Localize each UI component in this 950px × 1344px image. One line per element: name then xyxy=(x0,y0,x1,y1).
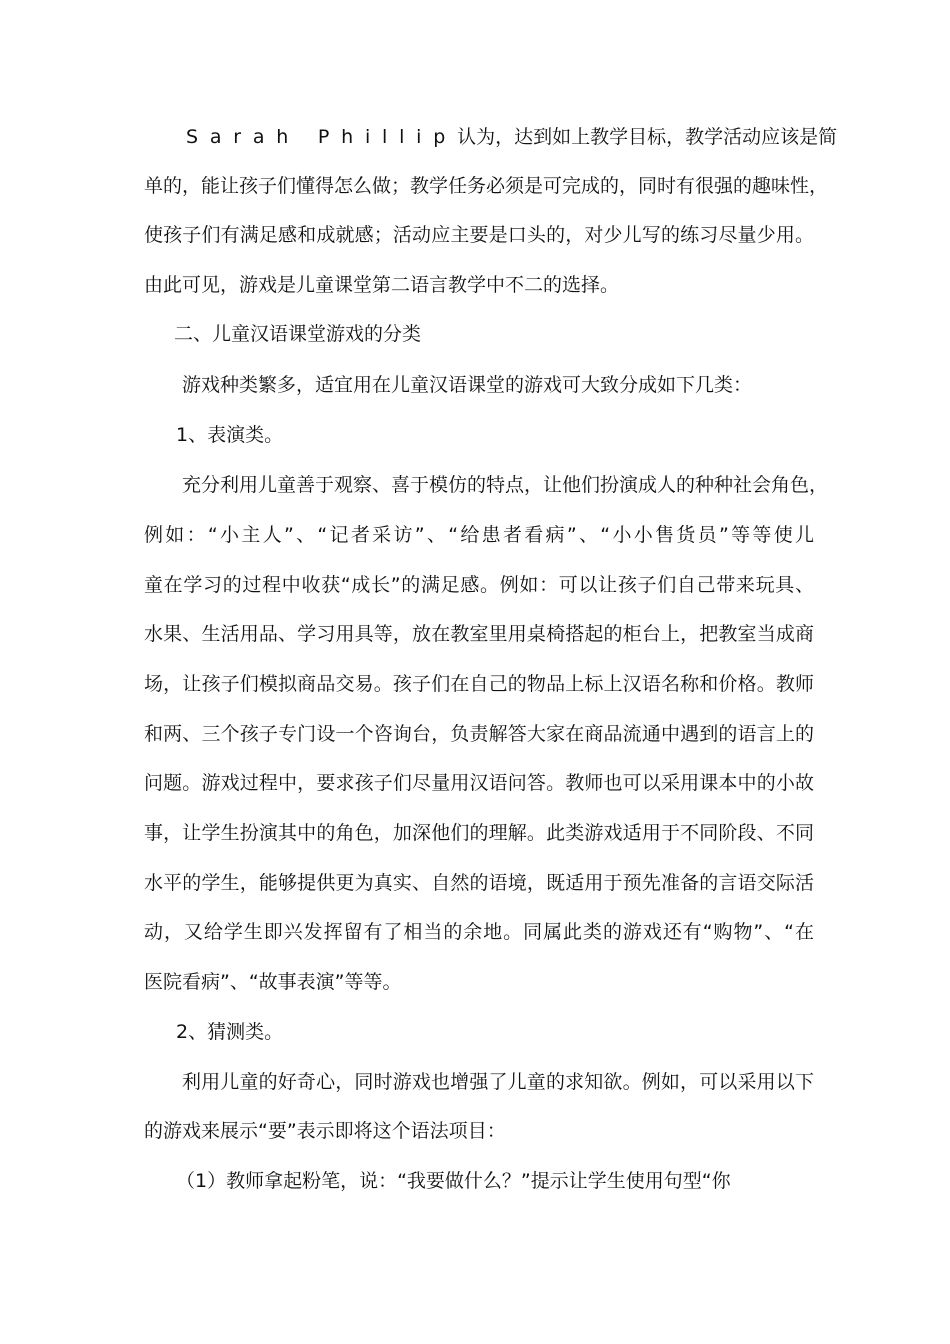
paragraph-line xyxy=(186,124,838,150)
paragraph-line: 动，又给学生即兴发挥留有了相当的余地。同属此类的游戏还有“购物”、“在 xyxy=(144,921,814,943)
line-text: 认为，达到如上教学目标，教学活动应该是简 xyxy=(457,126,838,148)
paragraph-line: 和两、三个孩子专门设一个咨询台，负责解答大家在商品流通中遇到的语言上的 xyxy=(144,723,814,745)
paragraph-line: 水果、生活用品、学习用具等，放在教室里用桌椅搭起的柜台上，把教室当成商 xyxy=(144,623,814,645)
paragraph-line: 的游戏来展示“要”表示即将这个语法项目： xyxy=(144,1120,506,1142)
paragraph-line: 事，让学生扮演其中的角色，加深他们的理解。此类游戏适用于不同阶段、不同 xyxy=(144,822,814,844)
paragraph-line: （1）教师拿起粉笔，说：“我要做什么？”提示让学生使用句型“你 xyxy=(176,1170,731,1192)
paragraph-line: 单的，能让孩子们懂得怎么做；教学任务必须是可完成的，同时有很强的趣味性， xyxy=(144,175,829,197)
paragraph-line: 游戏种类繁多，适宜用在儿童汉语课堂的游戏可大致分成如下几类： xyxy=(182,374,753,396)
subsection-heading: 1、表演类。 xyxy=(176,424,284,446)
paragraph-line: 充分利用儿童善于观察、喜于模仿的特点，让他们扮演成人的种种社会角色， xyxy=(182,474,829,496)
paragraph-line: 使孩子们有满足感和成就感；活动应主要是口头的，对少儿写的练习尽量少用。 xyxy=(144,224,814,246)
paragraph-line: 问题。游戏过程中，要求孩子们尽量用汉语问答。教师也可以采用课本中的小故 xyxy=(144,772,814,794)
paragraph-line: 童在学习的过程中收获“成长”的满足感。例如：可以让孩子们自己带来玩具、 xyxy=(144,574,814,596)
paragraph-line: 医院看病”、“故事表演”等等。 xyxy=(144,971,402,993)
author-name: Sarah Phillip xyxy=(186,126,458,148)
paragraph-line: 例如：“小主人”、“记者采访”、“给患者看病”、“小小售货员”等等使儿 xyxy=(144,524,814,546)
subsection-heading: 2、猜测类。 xyxy=(176,1021,284,1043)
paragraph-line: 利用儿童的好奇心，同时游戏也增强了儿童的求知欲。例如，可以采用以下 xyxy=(182,1071,814,1093)
section-heading: 二、儿童汉语课堂游戏的分类 xyxy=(174,323,422,345)
paragraph-line: 场，让孩子们模拟商品交易。孩子们在自己的物品上标上汉语名称和价格。教师 xyxy=(144,673,814,695)
paragraph-line: 水平的学生，能够提供更为真实、自然的语境，既适用于预先准备的言语交际活 xyxy=(144,872,814,894)
paragraph-line: 由此可见，游戏是儿童课堂第二语言教学中不二的选择。 xyxy=(144,274,620,296)
